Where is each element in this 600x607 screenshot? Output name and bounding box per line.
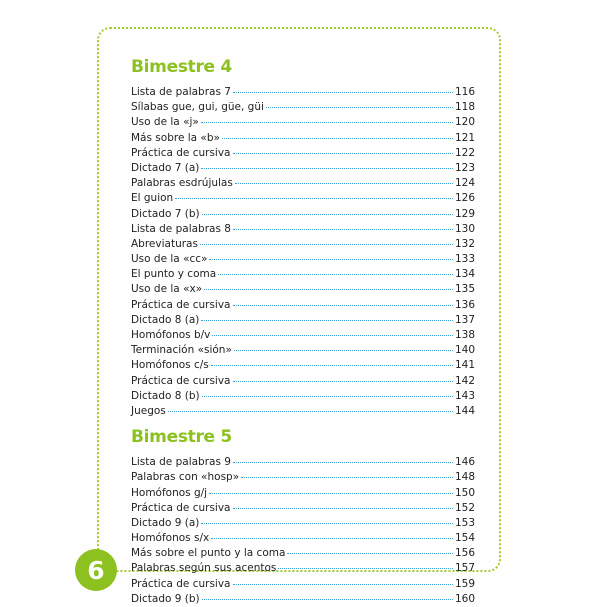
toc-entry-label: El guion <box>131 192 174 205</box>
dot-leader <box>233 381 453 382</box>
section-title-bimestre-5: Bimestre 5 <box>131 427 232 448</box>
toc-entry-page: 154 <box>454 532 475 545</box>
toc-entry <box>131 501 475 516</box>
toc-entry-label: Dictado 7 (b) <box>131 207 200 220</box>
toc-entry-page: 123 <box>454 161 475 174</box>
toc-entry <box>131 298 475 313</box>
toc-entry-page: 157 <box>454 562 475 575</box>
toc-entry <box>131 207 475 222</box>
toc-entry <box>131 191 475 206</box>
toc-entry-page: 152 <box>454 501 475 514</box>
toc-entry-label: Homófonos c/s <box>131 359 209 372</box>
dot-leader <box>233 508 453 509</box>
toc-entry <box>131 222 475 237</box>
toc-entry <box>131 374 475 389</box>
toc-entry-label: Práctica de cursiva <box>131 577 231 590</box>
toc-entry-label: El punto y coma <box>131 268 217 281</box>
toc-entry <box>131 146 475 161</box>
dot-leader <box>175 198 453 199</box>
toc-entry-page: 133 <box>454 253 475 266</box>
dot-leader <box>201 320 453 321</box>
toc-entry-page: 122 <box>454 146 475 159</box>
toc-entry-page: 126 <box>454 192 475 205</box>
toc-entry <box>131 546 475 561</box>
toc-entry-label: Uso de la «x» <box>131 283 203 296</box>
toc-entry <box>131 313 475 328</box>
toc-entry <box>131 131 475 146</box>
toc-entry <box>131 267 475 282</box>
dot-leader <box>278 568 453 569</box>
toc-entry-page: 159 <box>454 577 475 590</box>
toc-entry-page: 148 <box>454 471 475 484</box>
toc-entry <box>131 252 475 267</box>
dot-leader <box>218 274 453 275</box>
toc-entry-label: Más sobre el punto y la coma <box>131 547 286 560</box>
toc-entry-page: 132 <box>454 237 475 250</box>
toc-entry-label: Lista de palabras 7 <box>131 86 231 98</box>
dot-leader <box>209 259 452 260</box>
toc-entry-label: Dictado 7 (a) <box>131 161 200 174</box>
toc-entry-page: 135 <box>454 283 475 296</box>
dot-leader <box>202 214 453 215</box>
toc-entry <box>131 486 475 501</box>
dot-leader <box>233 462 453 463</box>
dot-leader <box>201 122 453 123</box>
toc-entry <box>131 404 475 419</box>
toc-entry-label: Dictado 9 (a) <box>131 516 200 529</box>
toc-list-bimestre-4 <box>131 85 475 419</box>
toc-entry-label: Práctica de cursiva <box>131 146 231 159</box>
toc-entry <box>131 85 475 100</box>
toc-entry-page: 160 <box>454 592 475 605</box>
toc-entry <box>131 358 475 373</box>
toc-entry <box>131 592 475 607</box>
dot-leader <box>202 396 453 397</box>
toc-entry-page: 143 <box>454 389 475 402</box>
toc-entry-label: Palabras con «hosp» <box>131 471 240 484</box>
toc-entry <box>131 237 475 252</box>
dot-leader <box>212 335 453 336</box>
toc-entry-label: Práctica de cursiva <box>131 374 231 387</box>
toc-entry-page: 116 <box>454 86 475 98</box>
dot-leader <box>211 365 453 366</box>
toc-entry <box>131 100 475 115</box>
toc-entry <box>131 455 475 470</box>
toc-entry-label: Dictado 8 (b) <box>131 389 200 402</box>
toc-entry-page: 142 <box>454 374 475 387</box>
toc-entry-label: Terminación «sión» <box>131 344 232 357</box>
toc-entry-page: 129 <box>454 207 475 220</box>
toc-entry <box>131 328 475 343</box>
dot-leader <box>287 553 453 554</box>
toc-entry <box>131 531 475 546</box>
toc-entry-label: Práctica de cursiva <box>131 298 231 311</box>
dot-leader <box>233 229 453 230</box>
toc-entry <box>131 470 475 485</box>
dot-leader <box>209 493 453 494</box>
toc-entry-page: 144 <box>454 404 475 417</box>
dot-leader <box>204 289 453 290</box>
toc-entry-page: 140 <box>454 344 475 357</box>
toc-entry <box>131 577 475 592</box>
toc-entry-label: Uso de la «cc» <box>131 253 208 266</box>
toc-entry-page: 137 <box>454 313 475 326</box>
toc-entry-page: 150 <box>454 486 475 499</box>
toc-entry-label: Lista de palabras 8 <box>131 222 231 235</box>
dot-leader <box>233 305 453 306</box>
toc-entry <box>131 516 475 531</box>
toc-entry <box>131 343 475 358</box>
toc-entry-page: 146 <box>454 456 475 469</box>
toc-entry-label: Práctica de cursiva <box>131 501 231 514</box>
toc-entry-page: 141 <box>454 359 475 372</box>
dot-leader <box>234 350 453 351</box>
toc-entry-page: 118 <box>454 101 475 114</box>
toc-entry-label: Homófonos s/x <box>131 532 210 545</box>
toc-entry-page: 136 <box>454 298 475 311</box>
dot-leader <box>211 538 453 539</box>
toc-entry <box>131 282 475 297</box>
dot-leader <box>168 411 453 412</box>
section-title-bimestre-4: Bimestre 4 <box>131 57 232 77</box>
toc-entry-label: Dictado 9 (b) <box>131 592 200 605</box>
dot-leader <box>200 244 453 245</box>
toc-entry-label: Lista de palabras 9 <box>131 456 231 469</box>
toc-entry-page: 156 <box>454 547 475 560</box>
toc-entry-label: Más sobre la «b» <box>131 131 220 144</box>
toc-entry <box>131 115 475 130</box>
toc-entry <box>131 161 475 176</box>
toc-entry-label: Palabras esdrújulas <box>131 177 233 190</box>
table-of-contents <box>131 55 475 607</box>
dot-leader <box>233 92 453 93</box>
dot-leader <box>222 138 453 139</box>
dot-leader <box>233 584 453 585</box>
toc-entry <box>131 561 475 576</box>
page-number-badge: 6 <box>75 549 117 591</box>
dot-leader <box>201 168 453 169</box>
dot-leader <box>266 107 453 108</box>
toc-entry-label: Dictado 8 (a) <box>131 313 200 326</box>
dot-leader <box>241 477 453 478</box>
dot-leader <box>201 523 453 524</box>
toc-entry-page: 130 <box>454 222 475 235</box>
toc-entry-label: Abreviaturas <box>131 237 198 250</box>
toc-entry-label: Sílabas gue, gui, güe, güi <box>131 101 264 114</box>
toc-entry <box>131 176 475 191</box>
toc-entry-page: 134 <box>454 268 475 281</box>
toc-entry-page: 124 <box>454 177 475 190</box>
toc-entry-label: Palabras según sus acentos <box>131 562 277 575</box>
toc-entry-page: 138 <box>454 329 475 341</box>
toc-entry-label: Homófonos g/j <box>131 486 208 499</box>
toc-entry <box>131 389 475 404</box>
dot-leader <box>235 183 453 184</box>
toc-entry-page: 121 <box>454 131 475 144</box>
toc-entry-label: Juegos <box>131 404 166 417</box>
dot-leader <box>233 153 453 154</box>
toc-entry-label: Uso de la «j» <box>131 116 199 129</box>
toc-list-bimestre-5 <box>131 455 475 607</box>
toc-entry-page: 120 <box>454 116 475 129</box>
toc-entry-page: 153 <box>454 516 475 529</box>
toc-entry-label: Homófonos b/v <box>131 329 211 341</box>
